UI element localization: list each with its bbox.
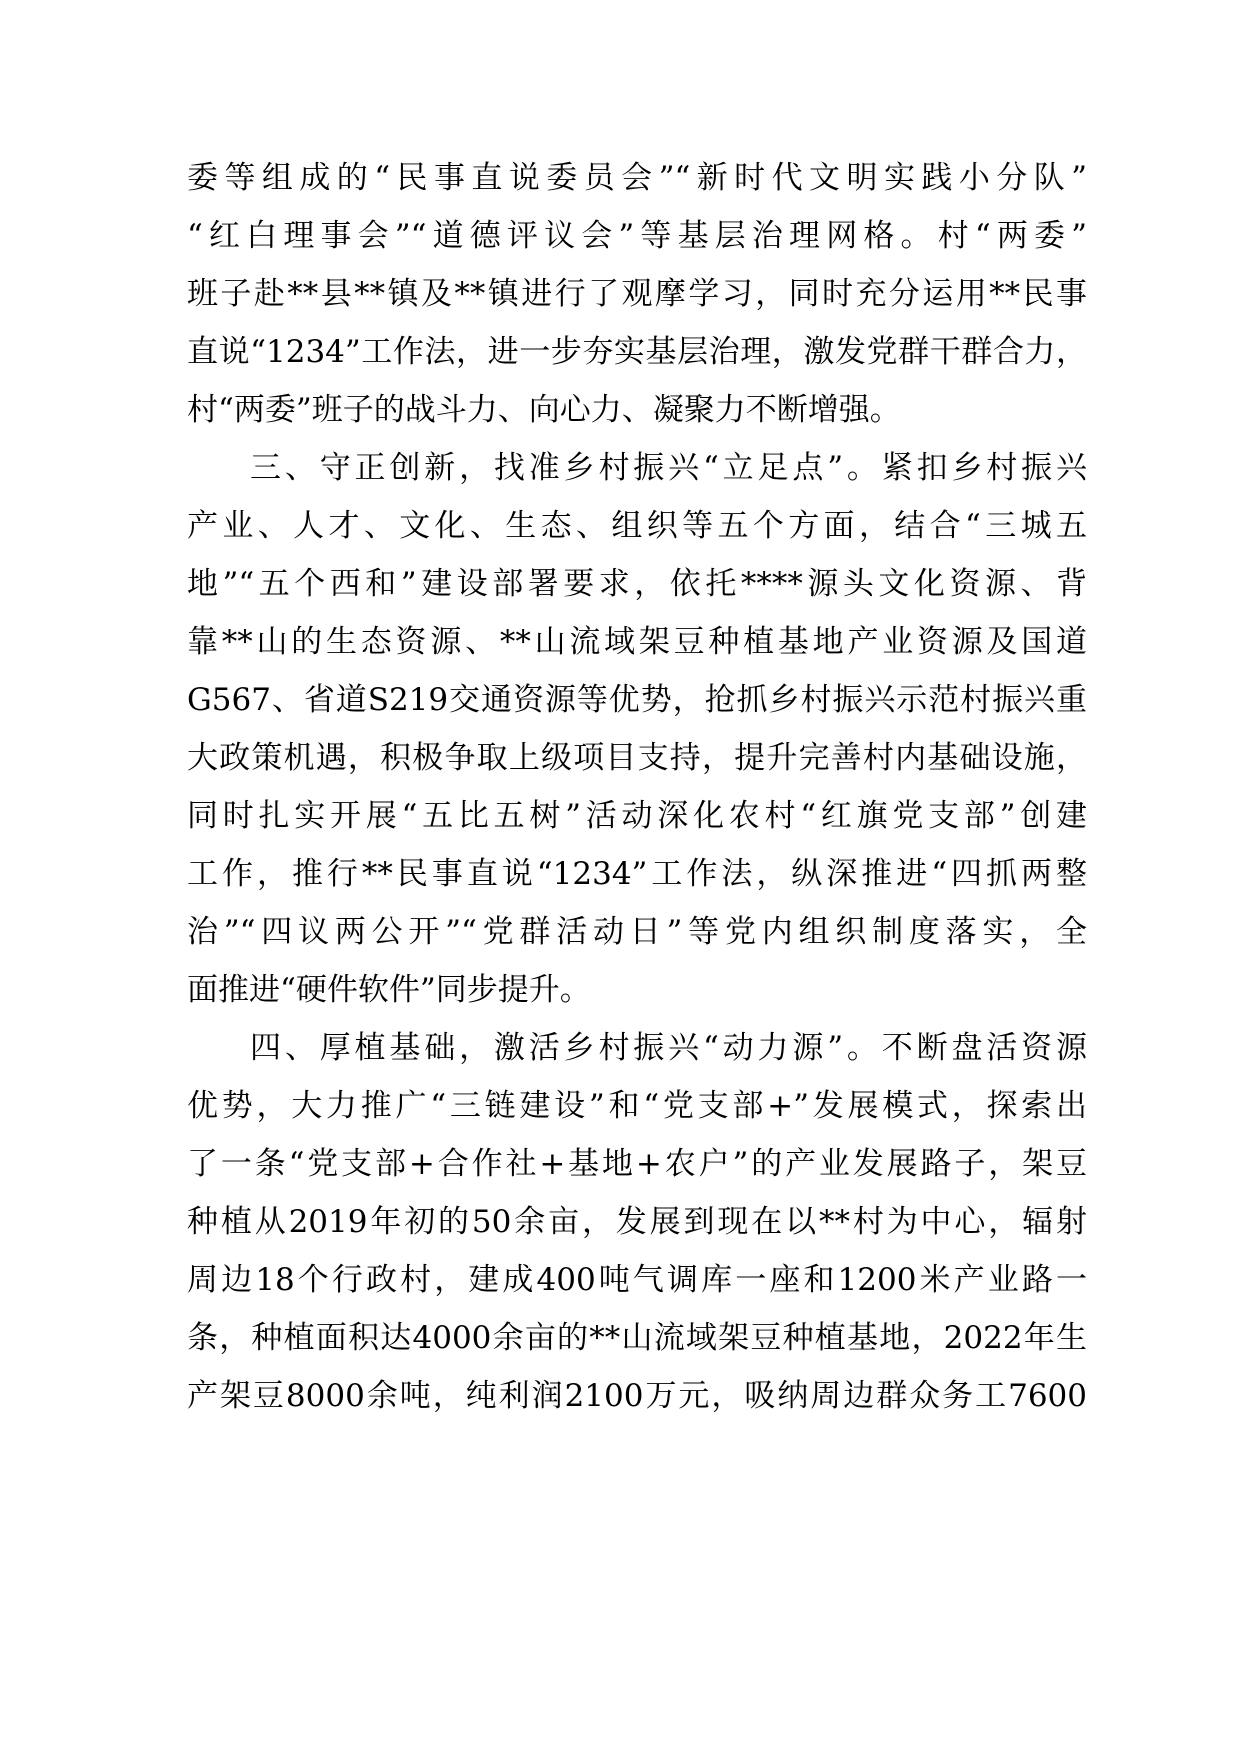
paragraph-line: G567、省道S219交通资源等优势，抢抓乡村振兴示范村振兴重 xyxy=(187,682,1087,718)
paragraph-line: “红白理事会”“道德评议会”等基层治理网格。村“两委” xyxy=(187,218,1087,254)
paragraph-line: 种植从2019年初的50余亩，发展到现在以**村为中心，辐射 xyxy=(187,1204,1087,1240)
paragraph-line: 地”“五个西和”建设部署要求，依托****源头文化资源、背 xyxy=(187,566,1087,602)
paragraph-line: 产业、人才、文化、生态、组织等五个方面，结合“三城五 xyxy=(187,508,1087,544)
paragraph-line: 产架豆8000余吨，纯利润2100万元，吸纳周边群众务工7600 xyxy=(187,1378,1087,1414)
paragraph-line: 面推进“硬件软件”同步提升。 xyxy=(187,972,591,1008)
paragraph-line: 了一条“党支部+合作社+基地+农户”的产业发展路子，架豆 xyxy=(187,1146,1087,1182)
paragraph-line: 直说“1234”工作法，进一步夯实基层治理，激发党群干群合力， xyxy=(187,334,1087,370)
paragraph-line: 优势，大力推广“三链建设”和“党支部+”发展模式，探索出 xyxy=(187,1088,1087,1124)
paragraph-line: 村“两委”班子的战斗力、向心力、凝聚力不断增强。 xyxy=(187,392,901,428)
paragraph-line: 靠**山的生态资源、**山流域架豆种植基地产业资源及国道 xyxy=(187,624,1087,660)
paragraph-line: 班子赴**县**镇及**镇进行了观摩学习，同时充分运用**民事 xyxy=(187,276,1087,312)
paragraph-line: 大政策机遇，积极争取上级项目支持，提升完善村内基础设施， xyxy=(187,740,1087,776)
paragraph-line: 条，种植面积达4000余亩的**山流域架豆种植基地，2022年生 xyxy=(187,1320,1087,1356)
paragraph-line: 周边18个行政村，建成400吨气调库一座和1200米产业路一 xyxy=(187,1262,1087,1298)
section-heading-line: 四、厚植基础，激活乡村振兴“动力源”。不断盘活资源 xyxy=(250,1030,1087,1066)
paragraph-line: 治”“四议两公开”“党群活动日”等党内组织制度落实，全 xyxy=(187,914,1087,950)
paragraph-line: 委等组成的“民事直说委员会”“新时代文明实践小分队” xyxy=(187,160,1087,196)
section-heading-line: 三、守正创新，找准乡村振兴“立足点”。紧扣乡村振兴 xyxy=(250,450,1087,486)
paragraph-line: 同时扎实开展“五比五树”活动深化农村“红旗党支部”创建 xyxy=(187,798,1087,834)
paragraph-line: 工作，推行**民事直说“1234”工作法，纵深推进“四抓两整 xyxy=(187,856,1087,892)
